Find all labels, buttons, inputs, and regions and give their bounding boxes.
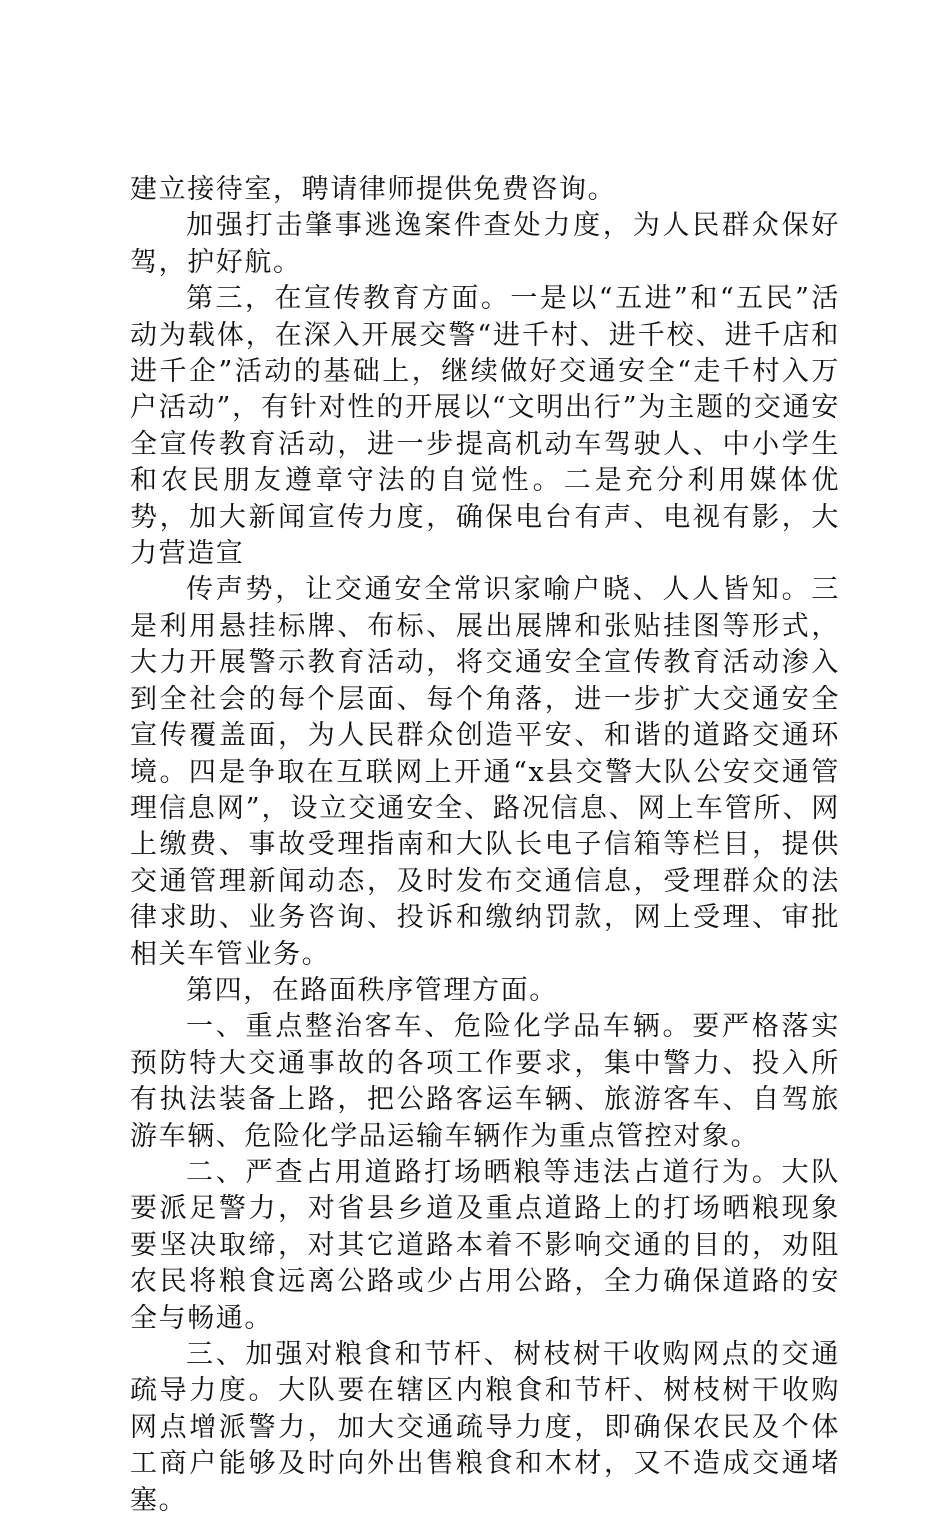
paragraph: 传声势，让交通安全常识家喻户晓、人人皆知。三是利用悬挂标牌、布标、展出展牌和张贴挂图等形式，大力开展警示教育活动，将交通安全宣传教育活动渗入到全社会的每个层面、每个角落，进一步扩大交通安全宣传覆盖面，为人民群众创造平安、和谐的道路交通环境。四是争取在互联网上开通“x县交警大队公安交通管理信息网”，设立交通安全、路况信息、网上车管所、网上缴费、事故受理指南和大队长电子信箱等栏目，提供交通管理新闻动态，及时发布交通信息，受理群众的法律求助、业务咨询、投诉和缴纳罚款，网上受理、审批相关车管业务。 — [130, 574, 840, 970]
paragraph: 第三，在宣传教育方面。一是以“五进”和“五民”活动为载体，在深入开展交警“进千村、进千校、进千店和进千企”活动的基础上，继续做好交通安全“走千村入万户活动”，有针对性的开展以“文明出行”为主题的交通安全宣传教育活动，进一步提高机动车驾驶人、中小学生和农民朋友遵章守法的自觉性。二是充分利用媒体优势，加大新闻宣传力度，确保电台有声、电视有影，大力营造宣 — [130, 283, 840, 570]
paragraph: 建立接待室，聘请律师提供免费咨询。 — [130, 174, 617, 205]
paragraph: 三、加强对粮食和节杆、树枝树干收购网点的交通疏导力度。大队要在辖区内粮食和节杆、树枝树干收购网点增派警力，加大交通疏导力度，即确保农民及个体工商户能够及时向外出售粮食和木材，又不造成交通堵塞。 — [130, 1339, 840, 1516]
paragraph: 二、严查占用道路打场晒粮等违法占道行为。大队要派足警力，对省县乡道及重点道路上的打场晒粮现象要坚决取缔，对其它道路本着不影响交通的目的，劝阻农民将粮食远离公路或少占用公路，全力确保道路的安全与畅通。 — [130, 1156, 840, 1334]
paragraph: 一、重点整治客车、危险化学品车辆。要严格落实预防特大交通事故的各项工作要求，集中警力、投入所有执法装备上路，把公路客运车辆、旅游客车、自驾旅游车辆、危险化学品运输车辆作为重点管控对象。 — [130, 1011, 840, 1152]
document-body — [130, 172, 840, 1519]
paragraph: 第四，在路面秩序管理方面。 — [186, 974, 558, 1006]
paragraph: 加强打击肇事逃逸案件查处力度，为人民群众保好驾，护好航。 — [130, 210, 840, 278]
